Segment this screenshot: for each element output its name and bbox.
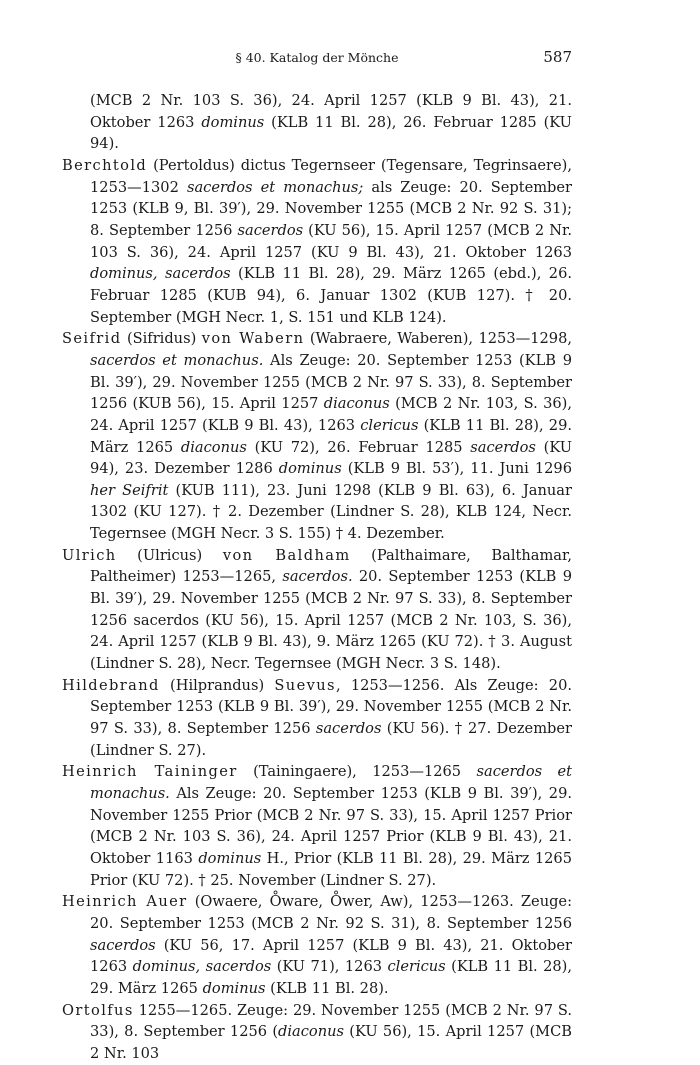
catalog-entry [62, 155, 572, 328]
latin-term: sacerdos et monachus; [186, 178, 364, 196]
entry-text: (KU 56, 17. April 1257 (KLB 9 Bl. 43), 21. Oktober 1263 [90, 936, 572, 976]
entry-text: (Hilprandus) [159, 676, 275, 694]
latin-term: diaconus [180, 438, 247, 456]
entry-text: (Ulricus) [116, 546, 223, 564]
entry-text: (KU 56), 15. April 1257 (MCB 2 Nr. 103 [90, 1023, 572, 1062]
entry-text: (KU 72), 26. Februar 1285 [246, 438, 471, 456]
entry-text: (Wabraere, Waberen), 1253—1298, [304, 330, 572, 348]
latin-term: diaconus [278, 1023, 344, 1041]
entry-text: , 1253—1256. Als Zeuge: 20. September 1253 (KLB 9 Bl. 39′), 29. November 1255 (MCB 2 Nr. 97 S. 33), 8. September 1256 [90, 676, 573, 738]
latin-term: sacerdos. [282, 568, 353, 586]
entry-text: H., Prior (KLB 11 Bl. 28), 29. März 1265 Prior (KU 72). † 25. November (Lindner S. 27). [90, 849, 572, 889]
entry-text: (KLB 9 Bl. 53′), 11. Juni 1296 [341, 460, 572, 478]
entry-text: (KLB 11 Bl. 28). [265, 979, 389, 997]
monk-name: Seifrid [62, 330, 122, 348]
latin-term: dominus [201, 113, 265, 131]
latin-term: sacerdos [315, 720, 382, 738]
catalog-entry [62, 891, 572, 999]
book-page [62, 0, 572, 1065]
latin-term: clericus [387, 958, 446, 976]
entry-text: (MCB 2 Nr. 103 S. 36), 24. April 1257 (KLB 9 Bl. 43), 21. Oktober 1263 [90, 92, 572, 131]
entry-text: (KU 56), 15. April 1257 (MCB 2 Nr. 103 S. 36), 24. April 1257 (KU 9 Bl. 43), 21. Oktober 1263 [90, 221, 572, 261]
entry-text: (KU 94), 23. Dezember 1286 [90, 438, 573, 478]
entry-text: (Sifridus) [121, 330, 202, 348]
entry-text: (KLB 11 Bl. 28), 29. März 1265 [90, 416, 572, 456]
catalog-entry [62, 1000, 572, 1065]
entry-text: (KU 56). † 27. Dezember (Lindner S. 27). [90, 720, 572, 759]
entry-text: (Palthaimare, Balthamar, Paltheimer) 1253—1265, [90, 546, 572, 586]
entry-text: (KLB 11 Bl. 28), 29. März 1265 (ebd.), 26. Februar 1285 (KUB 94), 6. Januar 1302 (KUB 127). † 20. September (MGH Necr. 1, S. 151 und KLB 124). [90, 265, 572, 326]
latin-term: sacerdos et monachus. [90, 763, 573, 802]
entry-text: Als Zeuge: 20. September 1253 (KLB 9 Bl. 39′), 29. November 1255 (MCB 2 Nr. 97 S. 33), 8. September 1256 (KUB 56), 15. April 1257 [90, 351, 572, 413]
latin-term: her Seifrit [90, 481, 169, 499]
latin-term: sacerdos [90, 936, 156, 954]
chapter-heading: § 40. Katalog der Mönche [235, 50, 399, 65]
catalog-entry [62, 675, 572, 762]
entry-text: (KLB 11 Bl. 28), 29. März 1265 [90, 958, 573, 997]
latin-term: diaconus [323, 395, 390, 413]
monk-name: Hildebrand [62, 676, 160, 694]
page-number: 587 [543, 48, 572, 66]
monk-name: Berchtold [62, 156, 148, 174]
entry-text: als Zeuge: 20. September 1253 (KLB 9, Bl. 39′), 29. November 1255 (MCB 2 Nr. 92 S. 31); 8. September 1256 [90, 178, 572, 239]
monk-name: Ulrich [62, 546, 117, 564]
latin-term: clericus [360, 416, 419, 434]
entry-text: (KLB 11 Bl. 28), 26. Februar 1285 (KU 94). [90, 113, 572, 153]
catalog-entry [62, 328, 572, 545]
monk-name: Suevus [274, 676, 336, 694]
latin-term: sacerdos [237, 221, 304, 239]
catalog-entry [62, 761, 572, 891]
latin-term: dominus [198, 849, 262, 867]
entry-text: (Owaere, O̊ware, O̊wer, Aw), 1253—1263. Zeuge: 20. September 1253 (MCB 2 Nr. 92 S. 31), 8. September 1256 [90, 893, 572, 932]
entry-text: (KU 71), 1263 [271, 958, 388, 976]
running-header [62, 50, 572, 80]
catalog-entry [62, 545, 572, 675]
entry-text: 1255—1265. Zeuge: 29. November 1255 (MCB 2 Nr. 97 S. 33), 8. September 1256 ( [90, 1001, 572, 1041]
entry-text: Als Zeuge: 20. September 1253 (KLB 9 Bl. 39′), 29. November 1255 Prior (MCB 2 Nr. 97 S. 33), 15. April 1257 Prior (MCB 2 Nr. 103 S. 36), 24. April 1257 Prior (KLB 9 Bl. 43), 21. Oktober 1163 [90, 785, 572, 867]
monk-name: Ortolfus [62, 1001, 134, 1019]
monk-name: von Wabern [201, 330, 305, 348]
latin-term: sacerdos [470, 438, 536, 456]
catalog-entry-continuation [62, 90, 572, 155]
monk-catalog-text [62, 90, 572, 1065]
latin-term: dominus [202, 979, 266, 997]
latin-term: dominus, sacerdos [90, 265, 231, 283]
entry-text: (Tainingaere), 1253—1265 [237, 763, 477, 781]
monk-name: von Baldham [222, 546, 351, 564]
latin-term: dominus, sacerdos [132, 958, 272, 976]
monk-name: Heinrich Taininger [62, 763, 238, 781]
entry-text: 20. September 1253 (KLB 9 Bl. 39′), 29. November 1255 (MCB 2 Nr. 97 S. 33), 8. September 1256 sacerdos (KU 56), 15. April 1257 (MCB 2 Nr. 103, S. 36), 24. April 1257 (KLB 9 Bl. 43), 9. März 1265 (KU 72). † 3. August (Lindner S. 28), Necr. Tegernsee (MGH Necr. 3 S. 148). [90, 568, 572, 673]
entry-text: (MCB 2 Nr. 103, S. 36), 24. April 1257 (KLB 9 Bl. 43), 1263 [90, 395, 572, 434]
latin-term: dominus [278, 460, 342, 478]
monk-name: Heinrich Auer [62, 893, 188, 911]
entry-text: (KUB 111), 23. Juni 1298 (KLB 9 Bl. 63), 6. Januar 1302 (KU 127). † 2. Dezember (Lindner S. 28), KLB 124, Necr. Tegernsee (MGH Necr. 3 S. 155) † 4. Dezember. [90, 481, 572, 543]
entry-text: (Pertoldus) dictus Tegernseer (Tegensare, Tegrinsaere), 1253—1302 [90, 156, 572, 196]
latin-term: sacerdos et monachus. [90, 351, 264, 369]
